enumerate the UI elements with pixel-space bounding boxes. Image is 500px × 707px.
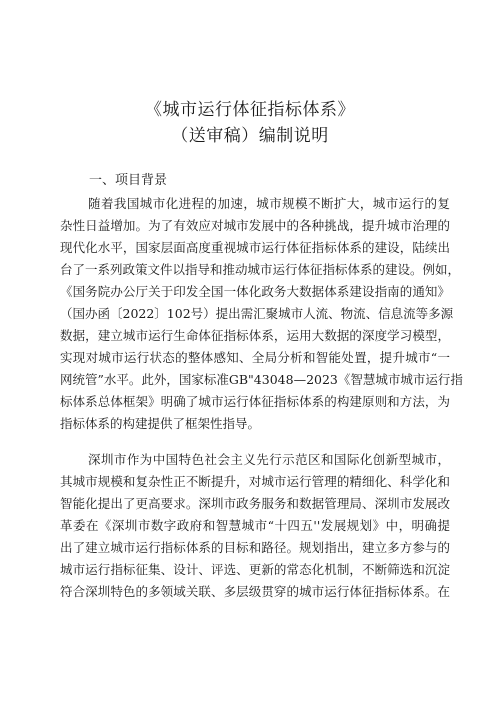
paragraph-line: 网统管”水平。此外，国家标准GB"43048—2023《智慧城市城市运行指: [60, 372, 463, 387]
paragraph-line: 台了一系列政策文件以指导和推动城市运行体征指标体系的建设。例如，: [60, 262, 461, 277]
paragraph-line: 随着我国城市化进程的加速，城市规模不断扩大，城市运行的复: [88, 196, 450, 211]
paragraph-line: 符合深圳特色的多领域关联、多层级贯穿的城市运行体征指标体系。在: [60, 584, 450, 599]
paragraph-line: 现代化水平，国家层面高度重视城市运行体征指标体系的建设，陆续出: [60, 240, 450, 255]
paragraph-line: 实现对城市运行状态的整体感知、全局分析和智能处置，提升城市“一: [60, 350, 450, 365]
paragraph-line: 出了建立城市运行指标体系的目标和路径。规划指出，建立多方参与的: [60, 540, 450, 555]
paragraph-line: 标体系总体框架》明确了城市运行体征指标体系的构建原则和方法，为: [60, 394, 450, 409]
paragraph-line: （国办函〔2022〕102号）提出需汇聚城市人流、物流、信息流等多源: [60, 306, 454, 321]
paragraph-line: 城市运行指标征集、设计、评选、更新的常态化机制，不断筛选和沉淀: [60, 562, 450, 577]
paragraph-line: 指标体系的构建提供了框架性指导。: [60, 416, 261, 431]
document-subtitle: （送审稿）编制说明: [171, 126, 329, 146]
paragraph-line: 智能化提出了更高要求。深圳市政务服务和数据管理局、深圳市发展改: [60, 496, 450, 511]
paragraph-line: 数据，建立城市运行生命体征指标体系，运用大数据的深度学习模型，: [60, 328, 450, 343]
paragraph-line: 杂性日益增加。为了有效应对城市发展中的各种挑战，提升城市治理的: [60, 218, 450, 233]
section-heading: 一、项目背景: [89, 173, 168, 188]
paragraph-line: 深圳市作为中国特色社会主义先行示范区和国际化创新型城市，: [88, 452, 450, 467]
paragraph-line: 其城市规模和复杂性正不断提升，对城市运行管理的精细化、科学化和: [60, 474, 450, 489]
paragraph-line: 《国务院办公厅关于印发全国一体化政务大数据体系建设指南的通知》: [60, 284, 450, 299]
paragraph-line: 革委在《深圳市数字政府和智慧城市“十四五''发展规划》中，明确提: [60, 518, 450, 533]
document-title: 《城市运行体征指标体系》: [145, 100, 355, 120]
